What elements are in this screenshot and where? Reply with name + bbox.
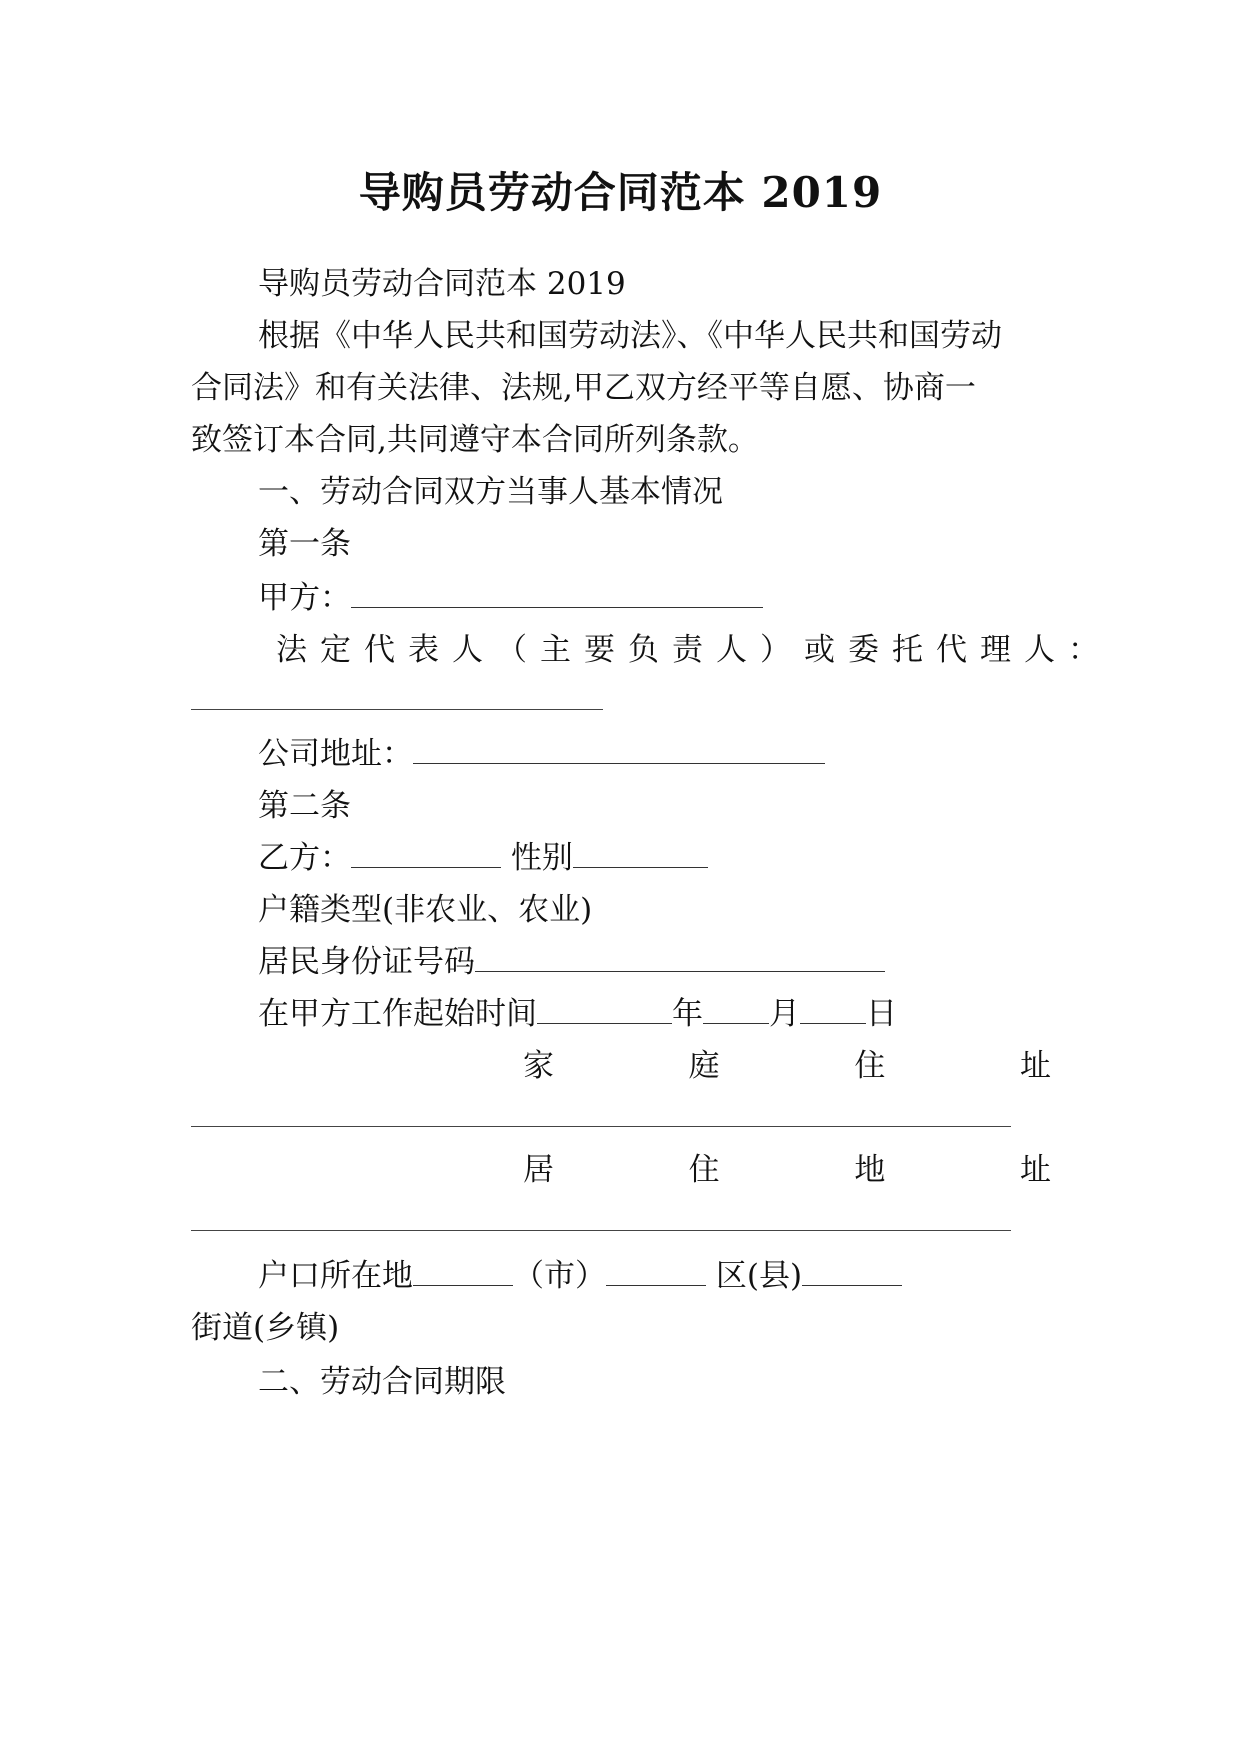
legal-rep-blank[interactable]: [191, 709, 603, 710]
district-label: 区(县): [715, 1258, 803, 1294]
party-b-line: [258, 838, 708, 878]
residence-address-label: [258, 1150, 1051, 1190]
home-address-char-2: 庭: [688, 1048, 720, 1084]
hukou-location-label: 户口所在地: [258, 1258, 413, 1294]
party-a-label: 甲方：: [258, 580, 351, 616]
hukou-district-blank[interactable]: [802, 1259, 902, 1286]
id-number-blank[interactable]: [475, 945, 885, 972]
day-label: 日: [866, 996, 897, 1032]
start-time-line: [258, 994, 897, 1034]
gender-blank[interactable]: [573, 841, 708, 868]
home-address-char-1: 家: [523, 1048, 554, 1084]
hukou-type-line: 户籍类型(非农业、农业): [258, 892, 593, 928]
residence-address-char-4: 址: [1019, 1152, 1051, 1188]
id-number-line: [258, 942, 885, 982]
section-2-heading: 二、劳动合同期限: [258, 1364, 506, 1400]
intro-paragraph-line-3: 致签订本合同,共同遵守本合同所列条款。: [191, 422, 759, 458]
home-address-char-3: 住: [854, 1048, 886, 1084]
gender-label: 性别: [510, 840, 573, 876]
residence-address-blank[interactable]: [191, 1230, 1011, 1231]
section-1-heading: 一、劳动合同双方当事人基本情况: [258, 474, 723, 510]
id-number-label: 居民身份证号码: [258, 944, 475, 980]
home-address-blank[interactable]: [191, 1126, 1011, 1127]
hukou-city-blank[interactable]: [606, 1259, 706, 1286]
residence-address-char-1: 居: [523, 1152, 554, 1188]
article-1-heading: 第一条: [258, 526, 351, 562]
month-label: 月: [769, 996, 800, 1032]
street-line: 街道(乡镇): [191, 1310, 340, 1346]
article-2-heading: 第二条: [258, 788, 351, 824]
company-address-line: [258, 734, 825, 774]
company-address-blank[interactable]: [413, 737, 825, 764]
party-a-blank[interactable]: [351, 581, 763, 608]
hukou-province-blank[interactable]: [413, 1259, 513, 1286]
party-b-label: 乙方：: [258, 840, 351, 876]
residence-address-char-3: 地: [854, 1152, 886, 1188]
legal-rep-label: 法定代表人（主要负责人）或委托代理人：: [276, 632, 1112, 668]
company-address-label: 公司地址：: [258, 736, 413, 772]
residence-address-char-2: 住: [688, 1152, 720, 1188]
start-day-blank[interactable]: [800, 997, 866, 1024]
home-address-char-4: 址: [1019, 1048, 1051, 1084]
home-address-label: [258, 1046, 1051, 1086]
intro-paragraph-line-2: 合同法》和有关法律、法规,甲乙双方经平等自愿、协商一: [191, 370, 976, 406]
start-month-blank[interactable]: [703, 997, 769, 1024]
subtitle-line: 导购员劳动合同范本 2019: [258, 266, 626, 302]
document-title: 导购员劳动合同范本 2019: [358, 168, 883, 217]
year-label: 年: [672, 996, 703, 1032]
party-b-blank[interactable]: [351, 841, 501, 868]
start-time-label: 在甲方工作起始时间: [258, 996, 537, 1032]
city-label: （市）: [513, 1258, 606, 1294]
party-a-line: [258, 578, 763, 618]
start-year-blank[interactable]: [537, 997, 672, 1024]
intro-paragraph-line-1: 根据《中华人民共和国劳动法》、《中华人民共和国劳动: [258, 318, 1002, 354]
hukou-location-line: [258, 1256, 902, 1296]
